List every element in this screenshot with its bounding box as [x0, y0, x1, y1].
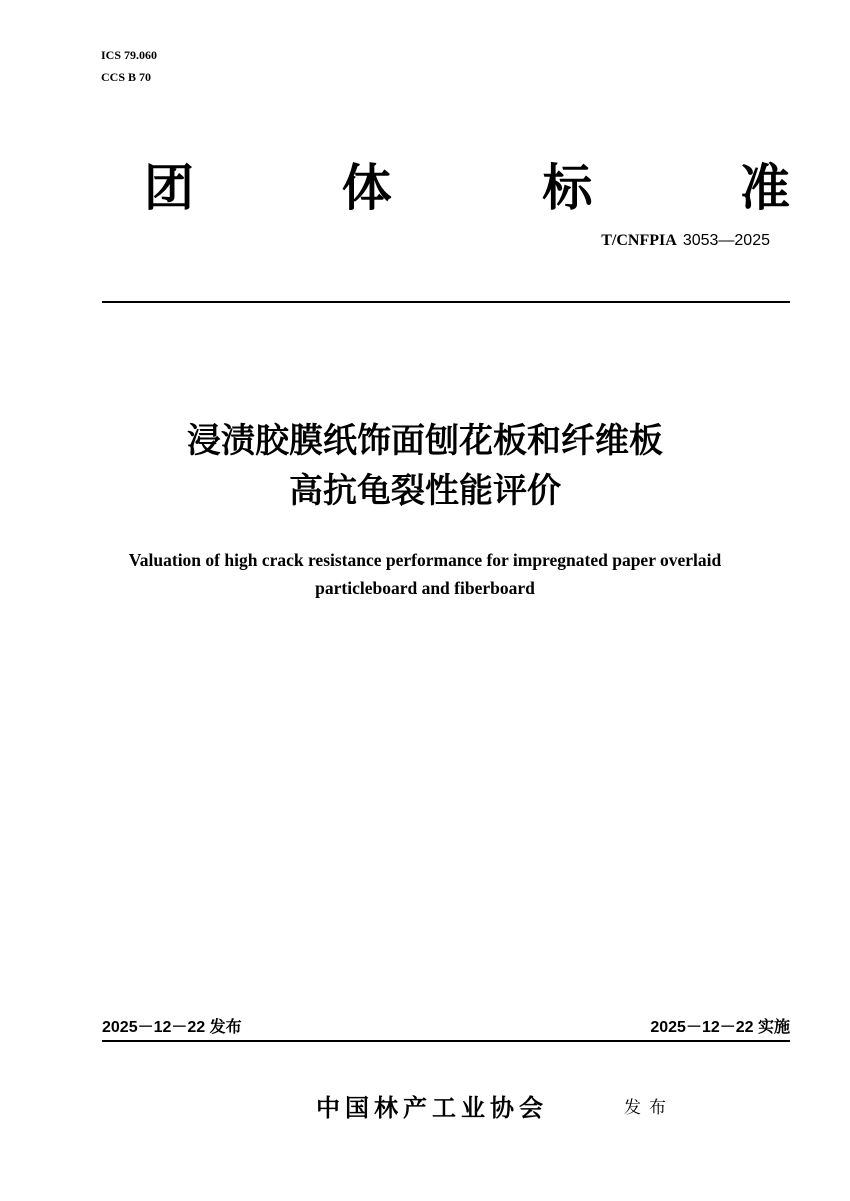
date-row: [102, 1015, 790, 1041]
bottom-divider: [102, 1040, 790, 1042]
chinese-title-line: 高抗龟裂性能评价: [289, 471, 561, 511]
standard-type-char: 标: [542, 159, 593, 217]
chinese-title-line: 浸渍胶膜纸饰面刨花板和纤维板: [187, 421, 663, 461]
implementation-date: 2025－12－22 实施: [650, 1019, 790, 1036]
chinese-title: [0, 416, 850, 516]
top-divider: [102, 301, 790, 303]
english-title-line: particleboard and fiberboard: [315, 578, 535, 598]
standard-type-heading: [100, 156, 790, 220]
classification-codes: [101, 44, 157, 88]
standard-type-char: 体: [341, 159, 392, 217]
standard-serial: 3053—2025: [682, 232, 770, 249]
publisher-name: 中国林产工业协会: [316, 1094, 548, 1122]
issue-date: 2025－12－22 发布: [102, 1019, 242, 1036]
english-title-line: Valuation of high crack resistance performance for impregnated paper overlaid: [128, 550, 722, 570]
standard-type-char: 团: [144, 159, 194, 217]
standard-number: [601, 230, 770, 252]
ccs-code: CCS B 70: [101, 70, 152, 84]
standard-type-char: 准: [739, 159, 790, 217]
standard-org-code: T/CNFPIA: [601, 232, 677, 249]
publish-label: 发布: [624, 1098, 674, 1118]
ics-code: ICS 79.060: [101, 48, 158, 62]
english-title: [0, 546, 850, 602]
